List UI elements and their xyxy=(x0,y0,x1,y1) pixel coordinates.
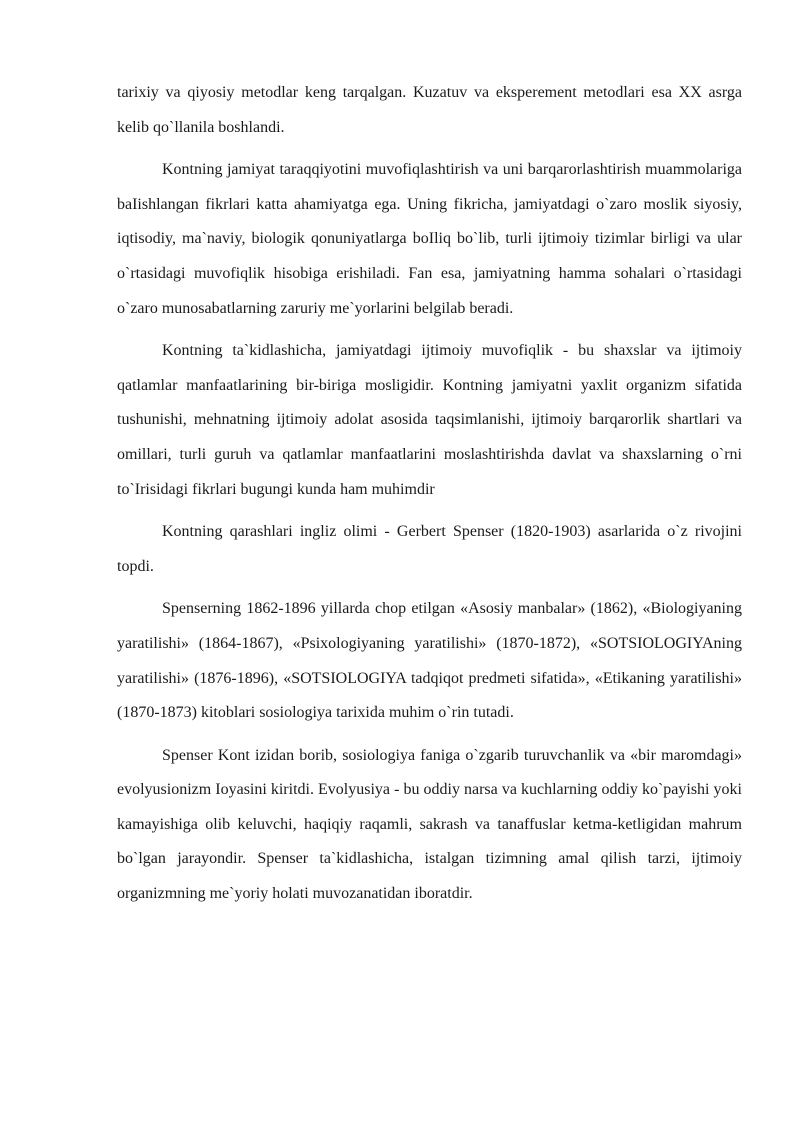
paragraph-kont-social-conformity: Kontning ta`kidlashicha, jamiyatdagi ijtimoiy muvofiqlik - bu shaxslar va ijtimoiy qatlamlar manfaatlarining bir-biriga mosligidir. Kontning jamiyatni yaxlit organizm sifatida tushunishi, mehnatning ijtimoiy adolat asosida taqsimlanishi, ijtimoiy barqarorlik shartlari va omillari, turli guruh va qatlamlar manfaatlarini moslashtirishda davlat va shaxslarning o`rni to`Irisidagi fikrlari bugungi kunda ham muhimdir xyxy=(117,342,742,498)
document-body xyxy=(117,76,742,920)
paragraph-spencer-works: Spenserning 1862-1896 yillarda chop etilgan «Asosiy manbalar» (1862), «Biologiyaning yaratilishi» (1864-1867), «Psixologiyaning yaratilishi» (1870-1872), «SOTSIOLOGIYAning yaratilishi» (1876-1896), «SOTSIOLOGIYA tadqiqot predmeti sifatida», «Etikaning yaratilishi» (1870-1873) kitoblari sosiologiya tarixida muhim o`rin tutadi. xyxy=(117,600,742,722)
paragraph-spencer-intro: Kontning qarashlari ingliz olimi - Gerbert Spenser (1820-1903) asarlarida o`z rivojini topdi. xyxy=(117,523,742,575)
paragraph-continuation: tarixiy va qiyosiy metodlar keng tarqalgan. Kuzatuv va eksperement metodlari esa XX asrga kelib qo`llanila boshlandi. xyxy=(117,84,742,136)
paragraph-kont-harmony: Kontning jamiyat taraqqiyotini muvofiqlashtirish va uni barqarorlashtirish muammolariga baIishlangan fikrlari katta ahamiyatga ega. Uning fikricha, jamiyatdagi o`zaro moslik siyosiy, iqtisodiy, ma`naviy, biologik qonuniyatlarga boIliq bo`lib, turli ijtimoiy tizimlar birligi va ular o`rtasidagi muvofiqlik hisobiga erishiladi. Fan esa, jamiyatning hamma sohalari o`rtasidagi o`zaro munosabatlarning zaruriy me`yorlarini belgilab beradi. xyxy=(117,161,742,317)
paragraph-spencer-evolution: Spenser Kont izidan borib, sosiologiya faniga o`zgarib turuvchanlik va «bir maromdagi» evolyusionizm Ioyasini kiritdi. Evolyusiya - bu oddiy narsa va kuchlarning oddiy ko`payishi yoki kamayishiga olib keluvchi, haqiqiy raqamli, sakrash va tanaffuslar ketma-ketligidan mahrum bo`lgan jarayondir. Spenser ta`kidlashicha, istalgan tizimning amal qilish tarzi, ijtimoiy organizmning me`yoriy holati muvozanatidan iboratdir. xyxy=(117,746,742,903)
